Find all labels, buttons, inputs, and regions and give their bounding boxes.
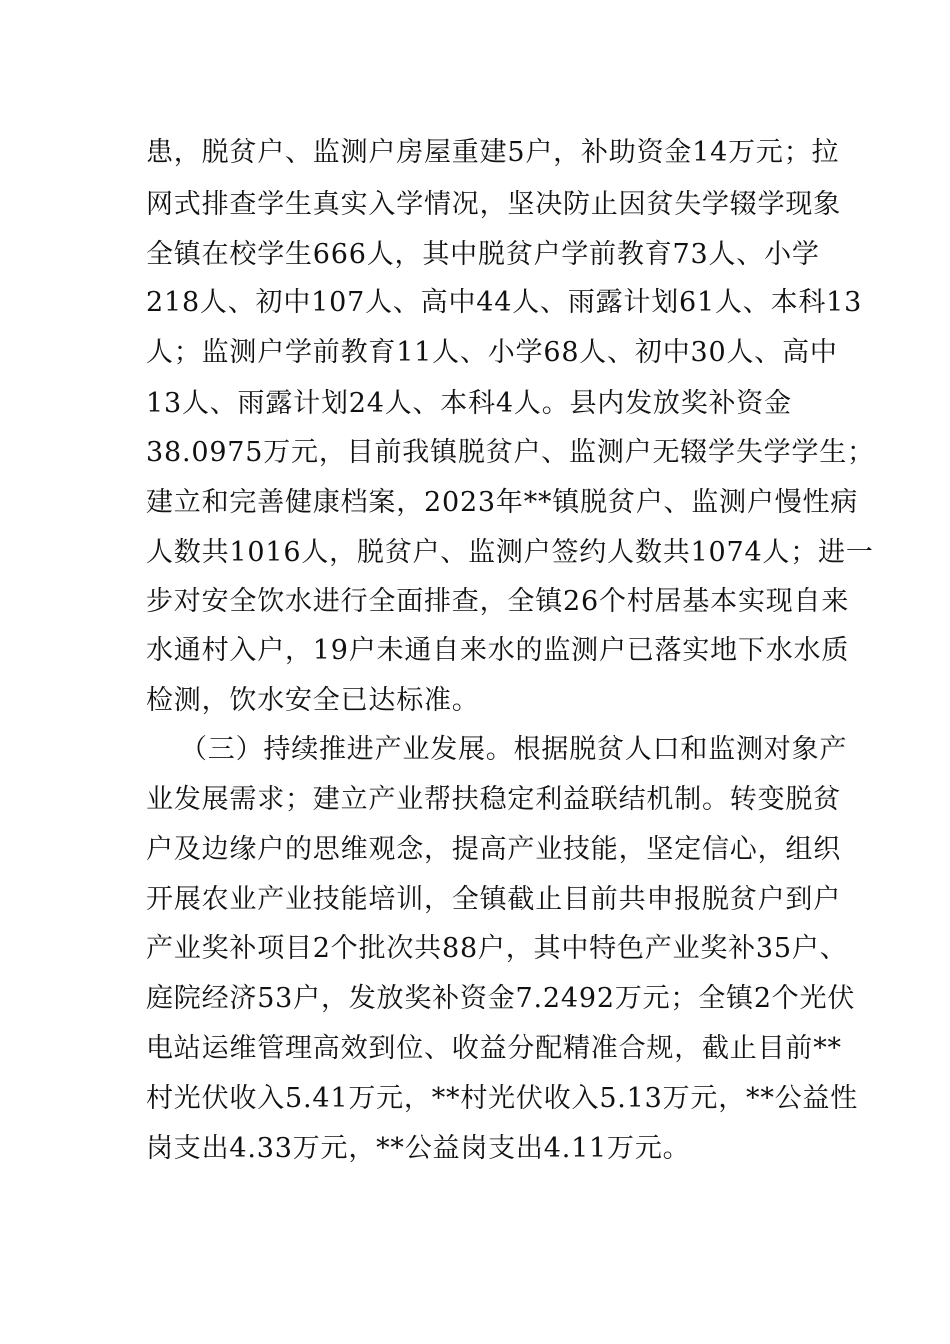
- text-line: 人；监测户学前教育11人、小学68人、初中30人、高中: [146, 337, 838, 368]
- text-line: 全镇在校学生666人，其中脱贫户学前教育73人、小学: [146, 239, 820, 270]
- text-line: 检测，饮水安全已达标准。: [146, 685, 480, 716]
- section-heading-line: （三）持续推进产业发展。根据脱贫人口和监测对象产: [180, 734, 848, 765]
- text-line: 网式排查学生真实入学情况，坚决防止因贫失学辍学现象: [146, 189, 841, 220]
- text-line: 户及边缘户的思维观念，提高产业技能，坚定信心，组织: [146, 834, 841, 865]
- text-line: 产业奖补项目2个批次共88户，其中特色产业奖补35户、: [146, 933, 848, 964]
- text-line: 患，脱贫户、监测户房屋重建5户，补助资金14万元；拉: [146, 137, 840, 168]
- text-line: 岗支出4.33万元，**公益岗支出4.11万元。: [146, 1133, 691, 1164]
- text-line: 开展农业产业技能培训，全镇截止目前共申报脱贫户到户: [146, 884, 841, 915]
- text-line: 人数共1016人，脱贫户、监测户签约人数共1074人；进一: [146, 537, 874, 568]
- text-line: 建立和完善健康档案，2023年**镇脱贫户、监测户慢性病: [146, 487, 859, 518]
- text-line: 38.0975万元，目前我镇脱贫户、监测户无辍学失学学生；: [146, 437, 875, 468]
- text-line: 庭院经济53户，发放奖补资金7.2492万元；全镇2个光伏: [146, 983, 856, 1014]
- text-line: 业发展需求；建立产业帮扶稳定利益联结机制。转变脱贫: [146, 784, 841, 815]
- text-line: 218人、初中107人、高中44人、雨露计划61人、本科13: [146, 287, 863, 318]
- text-line: 电站运维管理高效到位、收益分配精准合规，截止目前**: [146, 1033, 842, 1064]
- text-line: 村光伏收入5.41万元，**村光伏收入5.13万元，**公益性: [146, 1083, 859, 1114]
- text-line: 步对安全饮水进行全面排查，全镇26个村居基本实现自来: [146, 586, 850, 617]
- text-line: 13人、雨露计划24人、本科4人。县内发放奖补资金: [146, 388, 792, 419]
- text-line: 水通村入户，19户未通自来水的监测户已落实地下水水质: [146, 635, 850, 666]
